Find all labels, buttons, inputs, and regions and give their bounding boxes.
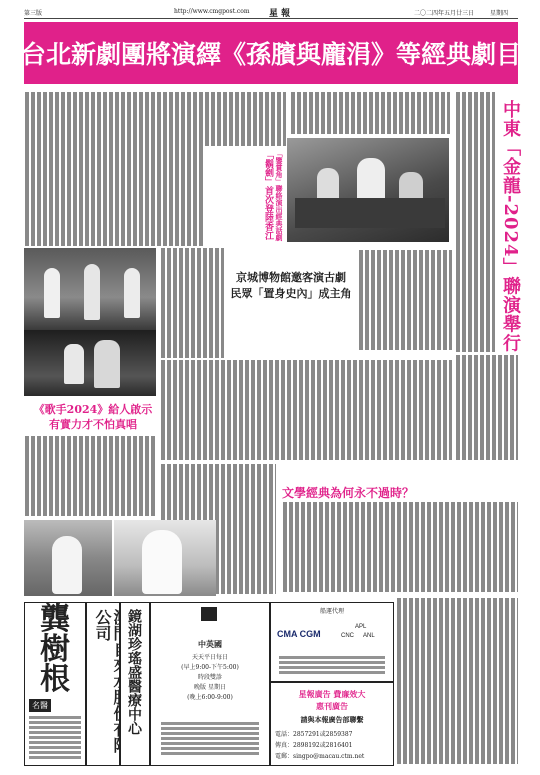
ad-phone: 2857291或2859387 xyxy=(293,731,353,738)
article-text-block xyxy=(24,146,204,246)
photo-caption-top xyxy=(262,150,285,260)
literature-headline: 文學經典為何永不過時？ xyxy=(282,486,415,500)
ad-fax-row: 傳真：2898192或2816401 xyxy=(275,742,353,749)
weekday: 星期四 xyxy=(490,10,509,17)
ad-text-block xyxy=(279,655,385,675)
shipping-agent-ad xyxy=(270,602,394,682)
ad-text-block xyxy=(161,721,259,757)
ad-fax: 2898192或2816401 xyxy=(293,742,353,749)
clinic-hours-line: 時段雙診 xyxy=(197,674,222,681)
photo-figure xyxy=(44,268,60,318)
article-text-block xyxy=(396,598,518,764)
photo-figure xyxy=(124,268,140,318)
doctor-name-char: 根 xyxy=(40,662,70,697)
website-url: http://www.cmgpost.com xyxy=(174,8,250,15)
article-text-block xyxy=(282,502,518,592)
shipping-label: 船運代理 xyxy=(319,608,344,615)
singer-photo-right xyxy=(114,520,216,596)
article-text-block xyxy=(160,248,224,358)
doctor-ad xyxy=(24,602,86,766)
article-text-block xyxy=(455,92,495,352)
doctor-subtitle: 名醫 xyxy=(29,699,51,712)
caption-line-2: 「鬍劍」首次登陸香江 xyxy=(263,150,273,240)
clinic-hours-ad xyxy=(150,602,270,766)
partner-cnc: CNC xyxy=(341,633,354,639)
doctor-name-char: 龔 xyxy=(40,602,70,637)
clinic-hours-line: 天天平日每日 xyxy=(191,654,228,661)
singer-photo-left xyxy=(24,520,112,596)
clinic-emblem xyxy=(201,607,217,621)
stage-photo-upper xyxy=(24,248,156,330)
photo-figure xyxy=(142,530,182,594)
advertising-notice xyxy=(270,682,394,766)
article-text-block xyxy=(290,92,450,134)
main-headline: 台北新劇團將演繹《孫臏與龐涓》等經典劇目 xyxy=(21,40,522,69)
ad-email-row: 電郵：singpo@macau.ctm.net xyxy=(275,753,365,760)
museum-headline xyxy=(228,270,354,302)
photo-figure xyxy=(52,536,82,594)
doctor-name xyxy=(27,602,83,697)
photo-figure xyxy=(84,264,100,320)
singer-headline-line1: 《歌手2024》給人啟示 xyxy=(33,403,153,416)
article-text-block xyxy=(24,92,286,146)
clinic-hours xyxy=(155,653,265,703)
article-text-block xyxy=(358,250,452,350)
caption-line-1: 「鑒賞角」聯絡演出經典話劇 xyxy=(275,150,284,241)
cma-logo: CMA CGM xyxy=(277,629,321,639)
museum-headline-line1: 京城博物館邀客演古劇 xyxy=(236,271,346,284)
doctor-name-char: 樹 xyxy=(40,632,70,667)
ad-phone-row: 電話：2857291或2859387 xyxy=(275,731,353,738)
page-number: 第三版 xyxy=(24,10,43,17)
side-headline: 中東「金龍-2024」聯演舉行 xyxy=(500,100,521,353)
ad-notice-line3: 請與本報廣告部聯繫 xyxy=(300,715,364,724)
singer-headline xyxy=(28,402,158,432)
photo-figure xyxy=(295,198,445,228)
article-text-block xyxy=(455,355,518,460)
headline-banner xyxy=(21,22,522,84)
issue-date: 二〇二四年五月廿三日 xyxy=(414,10,475,17)
museum-headline-line2: 民眾「置身史內」成主角 xyxy=(230,287,352,300)
water-company-ad xyxy=(86,602,120,766)
partner-logos xyxy=(341,623,375,641)
performance-photo-top xyxy=(287,138,449,242)
header-bar xyxy=(24,6,518,19)
photo-figure xyxy=(94,340,120,388)
article-text-block xyxy=(24,436,156,516)
clinic-hours-line: 晚版 星期日 xyxy=(194,684,226,691)
masthead: 星 報 xyxy=(269,9,291,19)
clinic-title: 中英國 xyxy=(198,639,222,649)
ad-notice-line2: 惠刊廣告 xyxy=(316,701,348,711)
partner-anl: ANL xyxy=(363,633,375,639)
photo-figure xyxy=(64,344,84,384)
charity-ad xyxy=(120,602,150,766)
ad-text-block xyxy=(29,715,81,761)
singer-headline-line2: 有實力才不怕真唱 xyxy=(49,418,137,431)
article-text-block xyxy=(160,360,452,460)
ad-email: singpo@macau.ctm.net xyxy=(293,753,365,760)
water-company-name: 公司 xyxy=(93,609,112,641)
clinic-hours-line: (早上9:00-下午5:00) xyxy=(181,664,239,671)
ad-notice-line1: 星報廣告 費廉效大 xyxy=(298,689,366,699)
ad-contact-block xyxy=(275,729,391,762)
charity-name: 鏡湖珍瑤盛醫療中心 xyxy=(126,609,142,735)
partner-apl: APL xyxy=(355,624,367,630)
stage-photo-lower xyxy=(24,330,156,396)
clinic-hours-line: (晚上6:00-9:00) xyxy=(187,694,233,701)
